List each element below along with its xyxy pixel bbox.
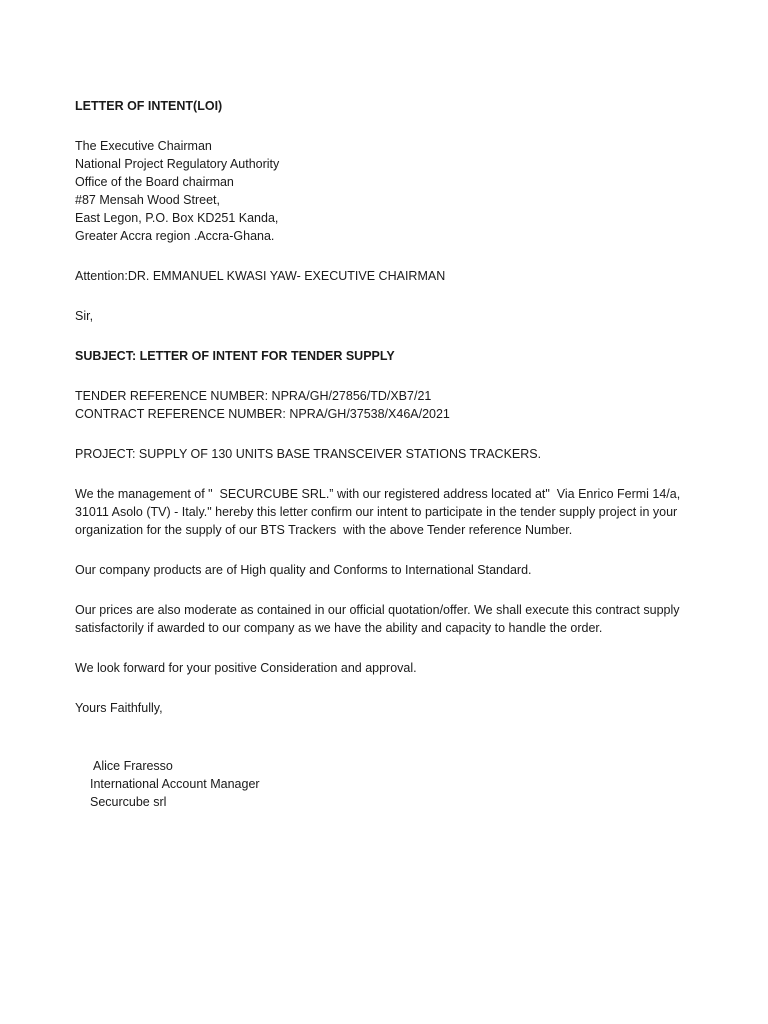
project-line: PROJECT: SUPPLY OF 130 UNITS BASE TRANSCEIVER STATIONS TRACKERS. — [75, 447, 542, 461]
signatory-company: Securcube srl — [90, 795, 167, 809]
recipient-line: Greater Accra region .Accra-Ghana. — [75, 229, 275, 243]
recipient-line: East Legon, P.O. Box KD251 Kanda, — [75, 211, 279, 225]
attention-line: Attention:DR. EMMANUEL KWASI YAW- EXECUTIVE CHAIRMAN — [75, 269, 446, 283]
subject-line: SUBJECT: LETTER OF INTENT FOR TENDER SUPPLY — [75, 349, 395, 363]
contract-reference: CONTRACT REFERENCE NUMBER: NPRA/GH/37538/X46A/2021 — [75, 407, 450, 421]
recipient-line: Office of the Board chairman — [75, 175, 234, 189]
salutation: Sir, — [75, 309, 94, 323]
closing: Yours Faithfully, — [75, 701, 163, 715]
body-paragraph-3 — [75, 601, 715, 637]
paragraph-line: satisfactorily if awarded to our company as we have the ability and capacity to handle the order. — [75, 621, 603, 635]
recipient-line: The Executive Chairman — [75, 139, 212, 153]
signature-block — [75, 757, 715, 811]
signatory-name: Alice Fraresso — [93, 759, 173, 773]
paragraph-line: Our prices are also moderate as contained in our official quotation/offer. We shall execute this contract supply — [75, 603, 680, 617]
paragraph-line: We the management of " SECURCUBE SRL.” with our registered address located at" Via Enrico Fermi 14/a, — [75, 487, 681, 501]
body-paragraph-4: We look forward for your positive Consideration and approval. — [75, 661, 417, 675]
reference-numbers — [75, 387, 715, 423]
recipient-address — [75, 137, 715, 245]
body-paragraph-2: Our company products are of High quality and Conforms to International Standard. — [75, 563, 532, 577]
recipient-line: National Project Regulatory Authority — [75, 157, 280, 171]
body-paragraph-1 — [75, 485, 715, 539]
letter-title: LETTER OF INTENT(LOI) — [75, 99, 223, 113]
letter-body — [75, 97, 715, 811]
paragraph-line: 31011 Asolo (TV) - Italy." hereby this letter confirm our intent to participate in the tender supply project in your — [75, 505, 678, 519]
signatory-position: International Account Manager — [90, 777, 260, 791]
paragraph-line: organization for the supply of our BTS Trackers with the above Tender reference Number. — [75, 523, 573, 537]
tender-reference: TENDER REFERENCE NUMBER: NPRA/GH/27856/TD/XB7/21 — [75, 389, 432, 403]
recipient-line: #87 Mensah Wood Street, — [75, 193, 220, 207]
